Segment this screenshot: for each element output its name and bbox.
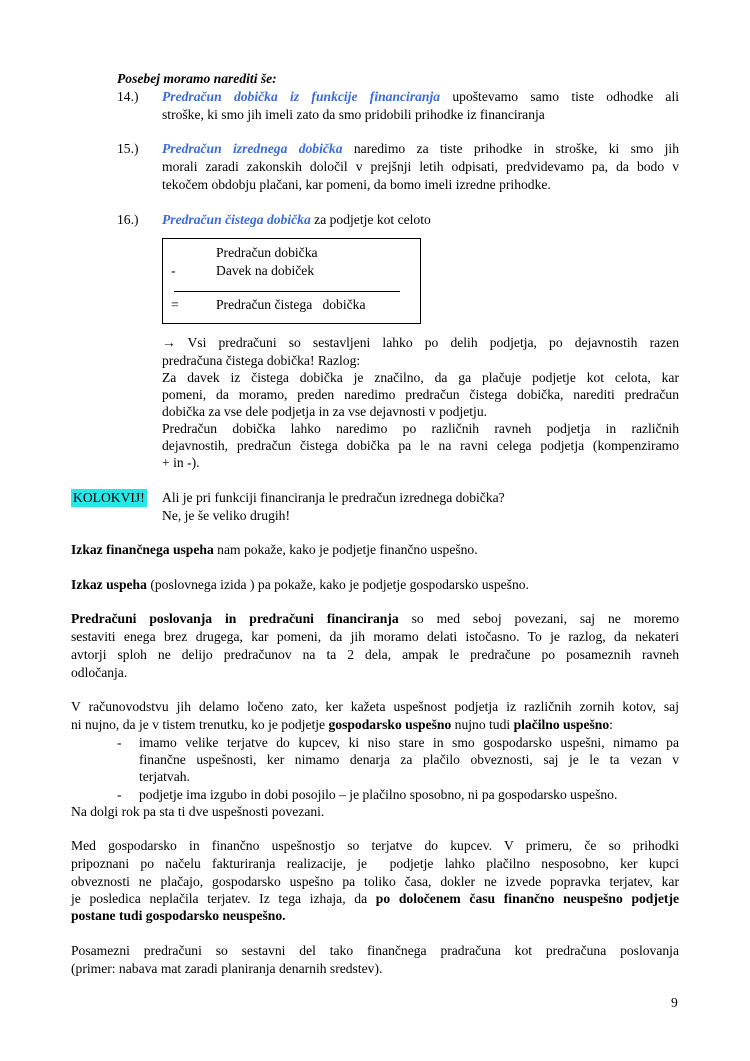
bullet-1-line1: imamo velike terjatve do kupcev, ki niso stare in smo gospodarsko uspešni, nimamo pa [139,735,679,750]
item-16-term: Predračun čistega dobička [162,212,311,227]
item-16-number: 16.) [117,212,139,227]
note-line3: Za davek iz čistega dobička je značilno, da ga plačuje podjetje kot celota, kar [162,370,679,385]
paragraph-financni-uspeh: Izkaz finančnega uspeha nam pokaže, kako je podjetje finančno uspešno. [71,542,478,557]
paragraph-med-line2: pripoznani po načelu fakturiranja realizacije, je podjetje lahko plačilno nesposobno, ker kupci [71,856,679,871]
item-15-number: 15.) [117,141,139,156]
arrow-right-icon: → [162,335,176,350]
paragraph-racunovodstvo-line2: ni nujno, da je v tistem trenutku, ko je podjetje gospodarsko uspešno nujno tudi plačilno uspešno: [71,717,613,732]
item-15-term: Predračun izrednega dobička [162,141,343,156]
intro-heading: Posebej moramo narediti še: [117,71,277,86]
paragraph-posamezni-line1: Posamezni predračuni so sestavni del tako finančnega pradračuna kot predračuna poslovanja [71,943,679,958]
formula-row3: Predračun čistega dobička [216,297,366,312]
item-14-number: 14.) [117,89,139,104]
paragraph-med-line5: postane tudi gospodarsko neuspešno. [71,908,286,923]
item-15-line2: morali zaradi zakonskih določil v prejšnji letih odpisati, predvidevamo pa, da bodo v [162,159,679,174]
item-14-line2: stroške, ki smo jih imeli zato da smo pridobili prihodke iz financiranja [162,107,545,122]
item-14-term: Predračun dobička iz funkcije financiranja [162,89,441,104]
kolokvij-badge: KOLOKVIJ! [73,490,145,505]
note-line5: dobička za vse dele podjetja in za vse dejavnosti v podjetju. [162,404,488,419]
formula-row1: Predračun dobička [216,245,318,260]
bullet-2-line1: podjetje ima izgubo in dobi posojilo – je plačilno sposobno, ni pa gospodarsko uspešno. [139,787,618,802]
formula-minus-sign: - [171,263,176,278]
formula-equals-sign: = [171,297,179,312]
note-line8: + in -). [162,455,200,470]
paragraph-posamezni-line2: (primer: nabava mat zaradi planiranja denarnih sredstev). [71,961,383,976]
paragraph-predracuni-line2: sestaviti enega brez drugega, kar pomeni, da jih moramo delati istočasno. To je razlog, da nekateri [71,629,679,644]
page-number: 9 [671,995,678,1010]
paragraph-med-line1: Med gospodarsko in finančno uspešnostjo so terjatve do kupcev. V primeru, če so prihodki [71,838,679,853]
note-line7: dejavnostih, predračun čistega dobička pa le na ravni celega podjetja (kompenziramo [162,438,679,453]
note-line6: Predračun dobička lahko naredimo po različnih ravneh podjetja in različnih [162,421,679,436]
item-16-line1: Predračun čistega dobička za podjetje kot celoto [162,212,431,227]
item-14-line1: Predračun dobička iz funkcije financiranja upoštevamo samo tiste odhodke ali [162,89,679,104]
paragraph-predracuni-line3: avtorji sploh ne delijo predračunov na ta 2 dela, ampak le predračune po posameznih ravneh [71,647,679,662]
paragraph-racunovodstvo-closing: Na dolgi rok pa sta ti dve uspešnosti povezani. [71,804,325,819]
formula-divider [174,291,400,292]
bullet-1-marker: - [117,735,122,750]
bullet-1-line3: terjatvah. [139,769,190,784]
bullet-2-marker: - [117,787,122,802]
paragraph-med-line3: obveznosti ne plačajo, gospodarsko uspešno pa toliko časa, dokler ne izvede popravka terjatev, kar [71,874,679,889]
item-15-line3: tekočem obdobju plačani, kar pomeni, da bomo imeli izredne prihodke. [162,177,551,192]
paragraph-med-line4: je posledica neplačila terjatev. Iz tega izhaja, da po določenem času finančno neuspešno podjetje [71,891,680,906]
paragraph-racunovodstvo-line1: V računovodstvu jih delamo ločeno zato, ker kažeta uspešnost podjetja iz različnih zornih kotov, saj [71,699,679,714]
kolokvij-question: Ali je pri funkciji financiranja le predračun izrednega dobička? [162,490,505,505]
paragraph-predracuni-line1: Predračuni poslovanja in predračuni financiranja so med seboj povezani, saj ne moremo [71,611,680,626]
note-line2: predračuna čistega dobička! Razlog: [162,353,361,368]
paragraph-predracuni-line4: odločanja. [71,665,128,680]
note-line1: → Vsi predračuni so sestavljeni lahko po delih podjetja, po dejavnostih razen [162,335,679,350]
bullet-1-line2: finančne uspešnosti, ker nimamo denarja za plačilo obveznosti, saj je le ta vezan v [139,752,679,767]
paragraph-izkaz-uspeha: Izkaz uspeha (poslovnega izida ) pa pokaže, kako je podjetje gospodarsko uspešno. [71,577,529,592]
item-15-line1: Predračun izrednega dobička naredimo za tiste prihodke in stroške, ki smo jih [162,141,679,156]
kolokvij-answer: Ne, je še veliko drugih! [162,508,290,523]
note-line4: pomeni, da moramo, preden naredimo predračun čistega dobička, narediti predračun [162,387,679,402]
formula-row2: Davek na dobiček [216,263,315,278]
